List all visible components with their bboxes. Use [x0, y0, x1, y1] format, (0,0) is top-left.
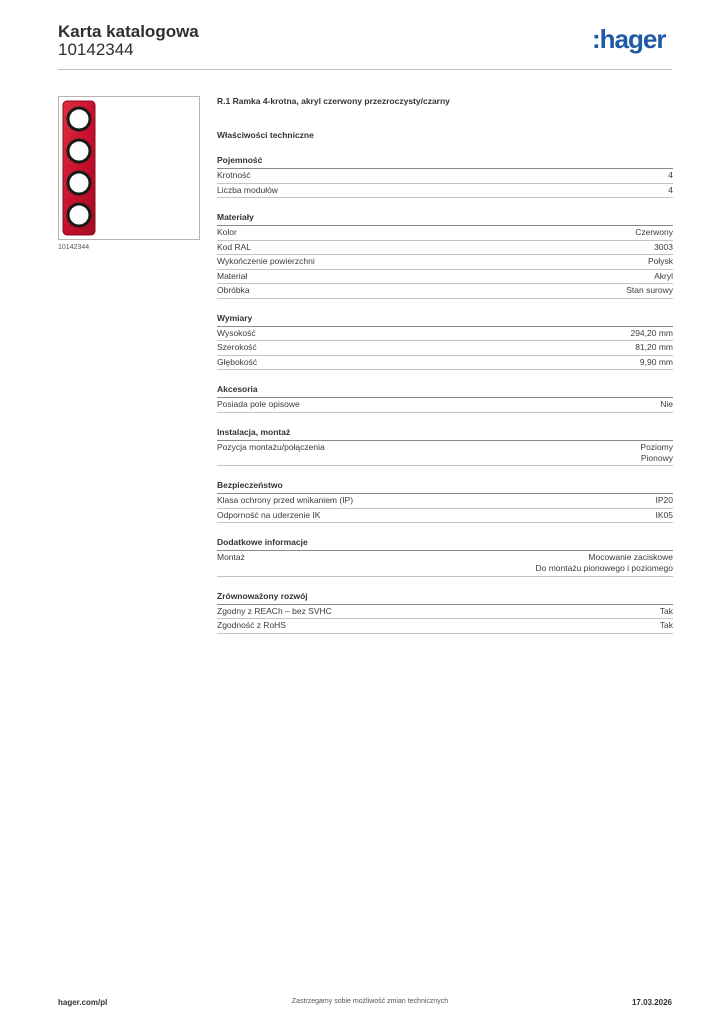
- spec-value-line: 294,20 mm: [630, 327, 673, 338]
- spec-value: [656, 495, 674, 506]
- spec-value: [640, 357, 673, 368]
- product-code: 10142344: [58, 40, 134, 59]
- product-title: R.1 Ramka 4-krotna, akryl czerwony przezroczysty/czarny: [217, 96, 450, 106]
- footer-website[interactable]: hager.com/pl: [58, 998, 108, 1007]
- spec-value-line: Akryl: [654, 270, 673, 281]
- spec-value-line: Tak: [659, 605, 673, 616]
- spec-value: [660, 399, 673, 410]
- spec-groups: [217, 155, 673, 634]
- image-caption: 10142344: [58, 244, 90, 251]
- frame-ring: [68, 172, 90, 194]
- spec-value: [535, 552, 673, 574]
- spec-label: Wykończenie powierzchni: [217, 256, 315, 266]
- spec-label: Odporność na uderzenie IK: [217, 509, 321, 520]
- spec-value-line: Tak: [659, 620, 673, 630]
- spec-row: [217, 494, 673, 509]
- spec-value-line: Czerwony: [635, 227, 673, 237]
- spec-value: [660, 606, 673, 617]
- spec-label: Krotność: [217, 170, 251, 180]
- hager-logo: [592, 26, 674, 56]
- spec-value: [630, 328, 673, 339]
- spec-label: Zgodny z REACh – bez SVHC: [217, 605, 332, 616]
- spec-value-line: 3003: [654, 241, 673, 252]
- spec-row: [217, 398, 673, 413]
- page-title: Karta katalogowa: [58, 22, 199, 41]
- spec-value: [654, 271, 673, 282]
- spec-row: [217, 169, 673, 184]
- group-title: Wymiary: [217, 313, 673, 327]
- spec-value-line: Połysk: [647, 256, 673, 266]
- spec-row: [217, 255, 673, 270]
- spec-value: [626, 285, 673, 296]
- group-title: Instalacja, montaż: [217, 427, 673, 441]
- spec-value: [660, 620, 673, 631]
- spec-row: [217, 284, 673, 299]
- group-title: Dodatkowe informacje: [217, 537, 673, 551]
- spec-label: Głębokość: [217, 356, 258, 367]
- footer-date: 17.03.2026: [631, 998, 672, 1007]
- spec-value-line: Nie: [660, 399, 673, 409]
- group-title: Bezpieczeństwo: [217, 480, 673, 494]
- spec-row: [217, 605, 673, 620]
- spec-value-line: Poziomy: [640, 441, 673, 452]
- spec-row: [217, 241, 673, 256]
- spec-value: [654, 242, 673, 253]
- spec-value-line: Pionowy: [640, 452, 673, 463]
- group-title: Akcesoria: [217, 384, 673, 398]
- spec-row: [217, 184, 673, 199]
- frame-ring: [68, 140, 90, 162]
- spec-label: Szerokość: [217, 342, 257, 352]
- spec-label: Montaż: [217, 552, 245, 562]
- spec-value: [668, 170, 673, 181]
- spec-value: [640, 442, 673, 464]
- spec-value: [648, 256, 673, 267]
- spec-row: [217, 509, 673, 524]
- spec-table: [217, 95, 673, 634]
- spec-label: Wysokość: [217, 327, 256, 338]
- header-divider: [58, 69, 672, 70]
- spec-label: Klasa ochrony przed wnikaniem (IP): [217, 495, 354, 505]
- spec-value-line: IK05: [655, 509, 673, 520]
- spec-label: Liczba modułów: [217, 184, 278, 195]
- spec-row: [217, 327, 673, 342]
- frame-illustration: [59, 97, 199, 239]
- spec-row: [217, 551, 673, 577]
- spec-row: [217, 270, 673, 285]
- frame-ring: [68, 204, 90, 226]
- spec-value-line: IP20: [655, 495, 673, 505]
- spec-label: Pozycja montażu/połączenia: [217, 441, 325, 452]
- spec-value-line: Mocowanie zaciskowe: [588, 552, 673, 562]
- footer-disclaimer: Zastrzegamy sobie możliwość zmian technicznych: [291, 998, 449, 1005]
- spec-label: Materiał: [217, 270, 248, 281]
- spec-label: Zgodność z RoHS: [217, 620, 286, 630]
- spec-row: [217, 341, 673, 356]
- spec-value: [635, 342, 673, 353]
- spec-label: Posiada pole opisowe: [217, 399, 300, 409]
- group-title: Materiały: [217, 212, 673, 226]
- spec-value-line: 81,20 mm: [635, 342, 673, 352]
- group-title: Zrównoważony rozwój: [217, 591, 673, 605]
- section-title: Właściwości techniczne: [217, 130, 314, 140]
- spec-row: [217, 619, 673, 634]
- spec-value: [668, 185, 673, 196]
- frame-ring: [68, 108, 90, 130]
- spec-value-line: 4: [668, 170, 673, 180]
- spec-value: [635, 227, 673, 238]
- spec-row: [217, 226, 673, 241]
- spec-label: Kolor: [217, 227, 237, 237]
- product-image: [58, 96, 200, 240]
- spec-value-line: Stan surowy: [626, 285, 673, 295]
- spec-value: [656, 510, 674, 521]
- spec-value-line: 9,90 mm: [639, 356, 673, 367]
- spec-value-line: 4: [668, 184, 673, 195]
- spec-label: Obróbka: [217, 285, 250, 295]
- spec-row: [217, 441, 673, 467]
- hager-logo-text: :hager: [592, 26, 666, 54]
- spec-row: [217, 356, 673, 371]
- group-title: Pojemność: [217, 155, 673, 169]
- spec-label: Kod RAL: [217, 241, 252, 252]
- spec-value-line: Do montażu pionowego i poziomego: [535, 563, 673, 573]
